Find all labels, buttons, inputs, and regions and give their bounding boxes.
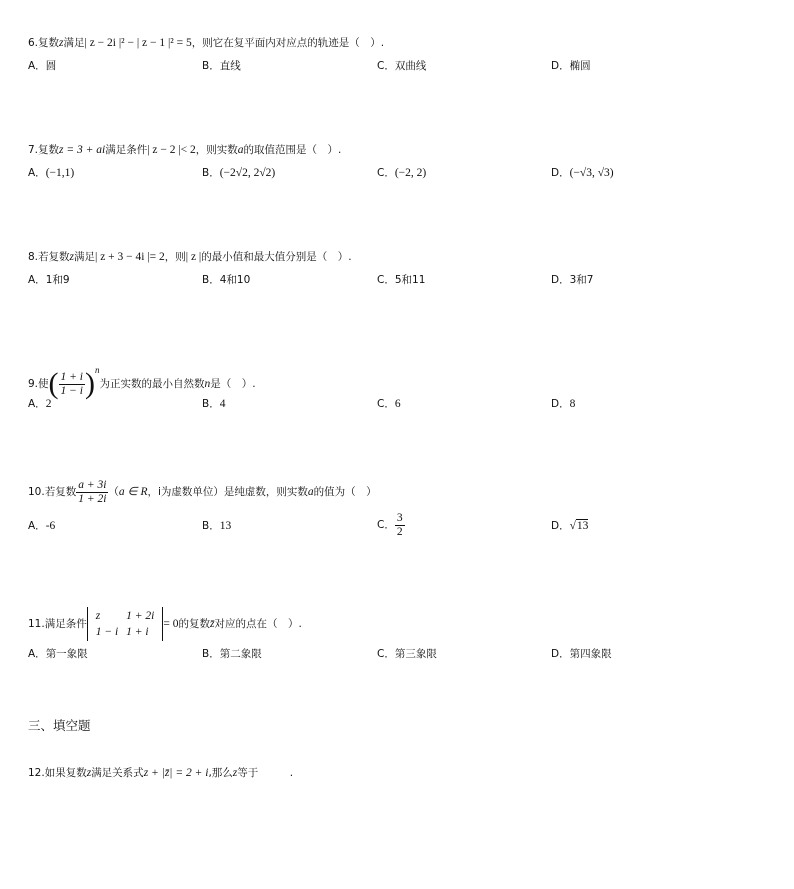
option-c: C．双曲线 xyxy=(377,60,427,72)
condition: | z − 2 |< 2 xyxy=(147,144,196,156)
answer-blank[interactable] xyxy=(258,767,290,779)
option-d: D．√13 xyxy=(551,520,589,532)
option-a: A．第一象限 xyxy=(28,648,88,660)
fraction: $\frac{a + 3i}{1 + 2i}$ xyxy=(78,478,107,505)
option-a: A．(−1,1) xyxy=(28,167,75,179)
formula: z = 3 + ai xyxy=(59,144,106,156)
option-c: C．5和11 xyxy=(377,274,426,286)
option-a: A．1和9 xyxy=(28,274,70,286)
question-8-stem: 8.若复数z满足| z + 3 − 4i |= 2，则| z |的最小值和最大值分别是（ ）. xyxy=(28,251,352,263)
option-d: D．(−√3, √3) xyxy=(551,167,614,179)
option-a: A．2 xyxy=(28,398,52,410)
fraction: $\frac{1 + i}{1 - i}$ xyxy=(60,370,83,397)
option-b: B．直线 xyxy=(202,60,241,72)
option-b: B．4和10 xyxy=(202,274,251,286)
formula: z + |z̄| = 2 + i xyxy=(143,767,209,779)
option-d: D．椭圆 xyxy=(551,60,591,72)
determinant: z 1 + 2i 1 − i 1 + i xyxy=(87,607,164,641)
option-b: B．(−2√2, 2√2) xyxy=(202,167,276,179)
question-7-stem: 7.复数z = 3 + ai满足条件| z − 2 |< 2，则实数a的取值范围是（ ）. xyxy=(28,144,342,156)
formula: | z − 2i |² − | z − 1 |² = 5 xyxy=(84,37,192,49)
question-10-stem: 10.若复数 $\frac{a + 3i}{1 + 2i}$ （a ∈ R，i为虚数单位）是纯虚数，则实数a的值为（ ） xyxy=(28,478,377,505)
option-d: D．8 xyxy=(551,398,576,410)
option-d: D．第四象限 xyxy=(551,648,612,660)
option-c: C．(−2, 2) xyxy=(377,167,427,179)
option-a: A．-6 xyxy=(28,520,56,532)
question-11-stem: 11.满足条件 z 1 + 2i 1 − i 1 + i = 0的复数z̄对应的点在（ ）. xyxy=(28,605,302,643)
option-c: C．第三象限 xyxy=(377,648,437,660)
fraction: $\frac{3}{2}$ xyxy=(396,511,403,538)
option-b: B．13 xyxy=(202,520,232,532)
formula: | z + 3 − 4i |= 2 xyxy=(95,251,165,263)
option-b: B．4 xyxy=(202,398,226,410)
option-c: C．6 xyxy=(377,398,401,410)
question-6-stem: 6.复数z满足| z − 2i |² − | z − 1 |² = 5，则它在复平面内对应点的轨迹是（ ）. xyxy=(28,37,385,49)
question-9-stem: 9.使( $\frac{1 + i}{1 - i}$ )$^n$为正实数的最小自然数n是（ ）. xyxy=(28,365,256,400)
question-12-stem: 12.如果复数z满足关系式z + |z̄| = 2 + i,那么z等于 . xyxy=(28,767,294,779)
option-d: D．3和7 xyxy=(551,274,594,286)
right-paren: ) xyxy=(85,367,95,400)
option-c: C． $\frac{3}{2}$ xyxy=(377,511,403,538)
section-heading: 三、填空题 xyxy=(28,718,91,733)
option-b: B．第二象限 xyxy=(202,648,262,660)
option-a: A．圆 xyxy=(28,60,57,72)
left-paren: ( xyxy=(48,367,59,400)
question-number: 6. xyxy=(28,37,39,49)
